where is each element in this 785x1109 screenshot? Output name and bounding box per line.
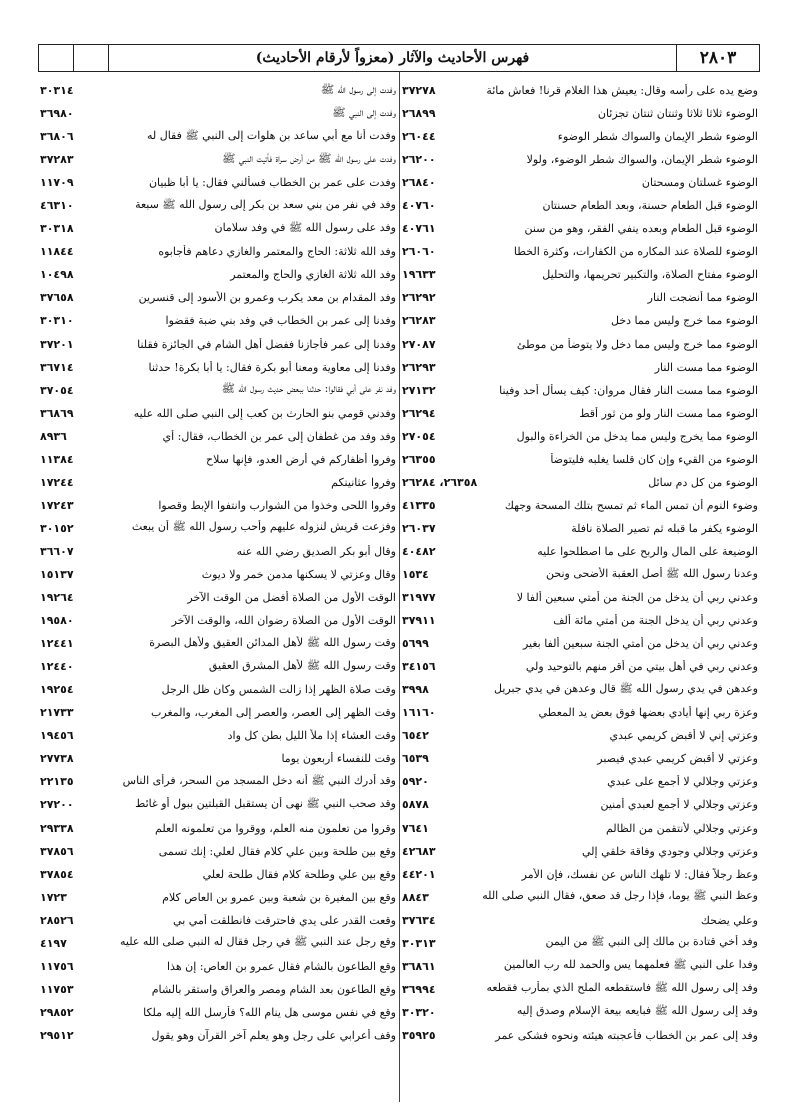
index-entry — [402, 1024, 758, 1047]
entry-number: ١٧٢٣ — [40, 890, 67, 904]
index-entry — [40, 793, 396, 816]
entry-text: وفروا اللحى وخذوا من الشوارب وانتفوا الإبط وقصوا — [158, 498, 396, 512]
index-entry — [40, 840, 396, 863]
entry-number: ١١٧٥٣ — [40, 982, 74, 996]
entry-text: وقد صحب النبي ﷺ نهى أن يستقبل القبلتين ببول أو غائط — [135, 796, 396, 810]
entry-text: وفدت على عمر بن الخطاب فسألني فقال: يا أبا ظبيان — [148, 176, 396, 190]
index-entry — [402, 932, 758, 955]
index-entry — [402, 817, 758, 840]
entry-number: ٢٦٠٤٤ — [402, 130, 436, 144]
entry-number: ٨٨٤٣ — [402, 890, 429, 904]
entry-text: وقال وعزتي لا يسكنها مدمن خمر ولا ديوث — [201, 568, 396, 581]
entry-number: ٣٦٩٩٤ — [402, 982, 436, 996]
index-entry — [40, 724, 396, 747]
entry-text: وفد نفر على أبي فقالوا: حدثنا ببعض حديث رسول الله ﷺ — [221, 382, 396, 396]
index-entry — [402, 609, 758, 632]
index-entry — [40, 79, 396, 102]
index-entry — [402, 793, 758, 816]
index-entry — [402, 909, 758, 932]
entry-text: الوضوء مما مست النار ولو من ثور أقط — [579, 406, 758, 420]
entry-number: ٢٦٨٤٠ — [402, 176, 436, 190]
entry-text: الوضوء قبل الطعام حسنة، وبعد الطعام حسنتان — [542, 199, 758, 213]
entry-text: وعلي يضحك — [700, 913, 758, 927]
index-entry — [40, 286, 396, 309]
index-entry — [402, 125, 758, 148]
entry-text: وفدنا إلى عمر فأجازنا ففضل أهل الشام في الجائزة فقلنا — [137, 337, 396, 351]
entry-number: ٣٠٣١٠ — [40, 314, 74, 328]
entry-text: وفد إلى رسول الله ﷺ فاستقطعه الملح الذي بمأرب فقطعه — [486, 981, 758, 995]
index-entry — [40, 309, 396, 332]
index-entry — [40, 333, 396, 356]
entry-number: ٣٧٨٥٤ — [40, 867, 74, 881]
entry-text: وفد على رسول الله ﷺ في وفد سلامان — [214, 220, 396, 234]
entry-text: وعزة ربي إنها أيادي بعضها فوق بعض يد المعطي — [538, 706, 758, 720]
entry-text: وفد وفد من غطفان إلى عمر بن الخطاب، فقال: أي — [162, 429, 396, 443]
entry-number: ٨٩٣٦ — [40, 429, 67, 443]
entry-text: وقال أبو بكر الصديق رضي الله عنه — [236, 544, 396, 558]
entry-number: ١٩٥٨٠ — [40, 614, 74, 628]
entry-text: وفدنا إلى عمر بن الخطاب في وفد بني ضبة فقضوا — [165, 314, 396, 328]
index-entry — [402, 356, 758, 379]
entry-text: وقع في نفس موسى هل ينام الله؟ فأرسل الله إليه ملكا — [143, 1005, 396, 1019]
entry-number: ٢٦٣٥٥ — [402, 452, 436, 466]
index-entry — [40, 701, 396, 724]
entry-text: وفد في نفر من بني سعد بن بكر إلى رسول الله ﷺ سبعة — [135, 197, 396, 211]
entry-number: ٥٨٧٨ — [402, 798, 429, 812]
entry-number: ٢٦٢٩٣ — [402, 360, 436, 374]
index-entry — [40, 747, 396, 770]
entry-text: الوضوء غسلتان ومسحتان — [641, 176, 758, 190]
right-column — [402, 79, 758, 1047]
index-entry — [402, 402, 758, 425]
entry-number: ٤٠٧٦١ — [402, 222, 436, 236]
entry-number: ٦٥٣٩ — [402, 752, 429, 766]
entry-text: وفد الله ثلاثة الغازي والحاج والمعتمر — [230, 268, 396, 282]
page-number: ٢٨٠٣ — [676, 45, 759, 71]
index-entry — [402, 471, 758, 494]
entry-text: وقت رسول الله ﷺ لأهل المدائن العقيق ولأهل البصرة — [149, 635, 396, 649]
index-entry — [40, 655, 396, 678]
entry-text: وعظ النبي ﷺ يوما، فإذا رجل قد صعق، فقال النبي صلى الله — [482, 889, 758, 903]
header-blank-cell — [39, 45, 73, 71]
index-entry — [402, 678, 758, 701]
entry-text: وقع رجل عند النبي ﷺ في رجل فقال له النبي صلى الله عليه — [119, 935, 396, 949]
entry-text: وعدهن في يدي رسول الله ﷺ قال وعدهن في يدي جبريل — [494, 681, 758, 695]
entry-number: ٢٩٨٥٢ — [40, 1005, 74, 1019]
entry-number: ٢٦٣٥٨، ٢٦٢٨٤ — [402, 475, 478, 489]
entry-number: ٢١٧٣٣ — [40, 706, 74, 720]
index-entry — [402, 171, 758, 194]
index-entry — [402, 333, 758, 356]
entry-number: ٣٩٩٨ — [402, 683, 429, 697]
index-entry — [40, 632, 396, 655]
entry-text: الوضوء من القيء وإن كان قلسا يغلبه فليتوضأ — [550, 452, 758, 466]
index-entry — [402, 517, 758, 540]
entry-number: ٢٦٢٩٢ — [402, 291, 436, 305]
entry-text: الوقت الأول من الصلاة أفضل من الوقت الآخر — [187, 591, 396, 605]
entry-text: وعزتي إني لا أقبض كريمي عبدي — [609, 729, 758, 743]
entry-number: ٤٤٢٠١ — [402, 867, 436, 881]
index-entry — [40, 886, 396, 909]
entry-number: ٢٦٨٩٩ — [402, 107, 436, 121]
entry-number: ٣٦٨٦١ — [402, 959, 436, 973]
entry-number: ٣٦٦٠٧ — [40, 544, 74, 558]
index-entry — [40, 1024, 396, 1047]
entry-text: وعدنا رسول الله ﷺ أصل العقبة الأضحى ونحن — [546, 566, 758, 580]
entry-text: الوضوء يكفر ما قبله ثم تصير الصلاة نافلة — [571, 521, 758, 535]
entry-text: وقد أدرك النبي ﷺ أنه دخل المسجد من السحر، فرأى الناس — [122, 773, 396, 787]
index-entry — [40, 125, 396, 148]
index-entry — [40, 471, 396, 494]
entry-text: وعزتي وجلالي لا أجمع لعبدي أمنين — [600, 798, 758, 812]
index-entry — [402, 1001, 758, 1024]
entry-text: وعدني ربي أن يدخل الجنة من أمتي مائة ألف — [553, 614, 758, 628]
header-blank-cell — [73, 45, 108, 71]
entry-text: وقت العشاء إذا ملأ الليل بطن كل واد — [227, 729, 396, 743]
entry-number: ١٧٢٤٤ — [40, 475, 74, 489]
entry-number: ١٥١٣٧ — [40, 568, 74, 581]
index-entry — [40, 770, 396, 793]
index-entry — [40, 817, 396, 840]
index-entry — [402, 840, 758, 863]
entry-number: ٣٥٩٢٥ — [402, 1028, 436, 1042]
entry-number: ٧٦٤١ — [402, 821, 429, 835]
entry-number: ٣٠٣٢٠ — [402, 1005, 436, 1019]
index-entry — [402, 194, 758, 217]
entry-text: وفدت إلى رسول الله ﷺ — [320, 82, 396, 96]
entry-text: وفد إلى عمر بن الخطاب فأعجبته هيئته ونحوه فشكى عمر — [495, 1028, 758, 1042]
entry-text: الوضوء مما خرج وليس مما دخل ولا يتوضأ من موطئ — [516, 337, 758, 351]
index-entry — [402, 379, 758, 402]
entry-text: وفزعت قريش لنزوله عليهم وأحب رسول الله ﷺ أن يبعث — [131, 520, 396, 534]
entry-number: ٢٦٠٦٠ — [402, 245, 436, 259]
index-entry — [402, 309, 758, 332]
entry-text: الوضوء مما أنضجت النار — [647, 291, 758, 305]
entry-number: ٢٦٢٠٠ — [402, 153, 436, 167]
entry-text: وفروا أظفاركم في أرض العدو، فإنها سلاح — [205, 452, 396, 466]
entry-number: ٤١٩٧ — [40, 936, 67, 950]
entry-text: وعدني ربي أن يدخل من الجنة من أمتي سبعين ألفا لا — [516, 591, 758, 605]
entry-number: ٣٧٨٥٦ — [40, 844, 74, 858]
entry-number: ١٧٢٤٣ — [40, 498, 74, 512]
index-entry — [40, 379, 396, 402]
entry-number: ٣٦٨٦٩ — [40, 406, 74, 420]
entry-text: وفد الله ثلاثة: الحاج والمعتمر والغازي دعاهم فأجابوه — [158, 245, 396, 259]
entry-text: وعدني ربي في أهل بيتي من أقر منهم بالتوحيد ولي — [525, 660, 758, 674]
entry-text: وفدت إلى النبي ﷺ — [332, 105, 396, 119]
index-entry — [40, 448, 396, 471]
index-entry — [402, 586, 758, 609]
entry-text: وفدت على رسول الله ﷺ من أرض سراة فأتيت النبي ﷺ — [222, 151, 396, 165]
entry-number: ٤١٣٣٥ — [402, 498, 436, 512]
entry-number: ٢٦٠٣٧ — [402, 521, 436, 535]
entry-number: ٢٧٠٨٧ — [402, 337, 436, 351]
entry-number: ٤٠٧٦٠ — [402, 199, 436, 213]
entry-text: الوضوء شطر الإيمان، والسواك شطر الوضوء، ولولا — [526, 153, 758, 167]
entry-number: ٣٧٦٣٤ — [402, 913, 436, 927]
entry-number: ٣٦٧١٤ — [40, 360, 74, 374]
entry-text: الوضوء مما مست النار فقال مروان: كيف يسأل أحد وفينا — [499, 383, 758, 397]
index-entry — [402, 747, 758, 770]
entry-number: ٢٧٧٣٨ — [40, 752, 74, 766]
index-entry — [40, 171, 396, 194]
index-entry — [40, 978, 396, 1001]
entry-number: ١٩٢٦٤ — [40, 591, 74, 605]
entry-number: ١١٨٤٤ — [40, 245, 74, 259]
entry-number: ١٩٦٣٣ — [402, 268, 436, 282]
index-entry — [40, 425, 396, 448]
page-header — [38, 44, 760, 72]
index-entry — [402, 217, 758, 240]
entry-text: وفد المقدام بن معد يكرب وعمرو بن الأسود إلى قنسرين — [138, 291, 396, 305]
entry-text: وفد أخي قتادة بن مالك إلى النبي ﷺ من اليمن — [545, 935, 758, 949]
index-entry — [402, 955, 758, 978]
entry-text: وفدت أنا مع أبي ساعد بن هلوات إلى النبي ﷺ فقال له — [146, 128, 396, 142]
entry-number: ٥٦٩٩ — [402, 637, 429, 651]
entry-text: الوضوء من كل دم سائل — [648, 475, 758, 489]
entry-number: ٣٠١٥٢ — [40, 521, 74, 535]
entry-text: وقت صلاة الظهر إذا زالت الشمس وكان ظل الرجل — [161, 683, 396, 697]
index-entry — [402, 448, 758, 471]
index-entry — [402, 886, 758, 909]
index-entry — [40, 955, 396, 978]
entry-text: وعدني ربي أن يدخل من أمتي الجنة سبعين ألفا بغير — [522, 637, 758, 651]
index-entry — [402, 425, 758, 448]
entry-number: ٣٧٠٥٤ — [40, 383, 74, 397]
entry-text: الوضوء قبل الطعام وبعده ينفي الفقر، وهو من سنن — [524, 222, 758, 236]
entry-text: وعزتي وجلالي لا أجمع على عبدي — [607, 775, 758, 789]
index-entry — [40, 102, 396, 125]
index-entry — [40, 678, 396, 701]
entry-number: ٣٧٩١١ — [402, 614, 436, 628]
entry-text: وفد إلى رسول الله ﷺ فبايعه بيعة الإسلام وصدق إليه — [516, 1004, 758, 1018]
index-entry — [402, 102, 758, 125]
entry-number: ٣٦٩٨٠ — [40, 107, 74, 121]
entry-text: وعزتي وجلالي وجودي وفاقة خلقي إلي — [582, 844, 758, 858]
index-entry — [40, 517, 396, 540]
index-entry — [402, 863, 758, 886]
index-entry — [40, 609, 396, 632]
entry-text: وقروا من تعلمون منه العلم، ووقروا من تعلمونه العلم — [155, 821, 396, 835]
entry-text: وقت الظهر إلى العصر، والعصر إلى المغرب، والمغرب — [151, 706, 396, 720]
index-entry — [40, 863, 396, 886]
entry-text: وقت رسول الله ﷺ لأهل المشرق العقيق — [208, 658, 396, 672]
index-entry — [402, 655, 758, 678]
entry-number: ٢٢١٣٥ — [40, 775, 74, 789]
index-entry — [402, 286, 758, 309]
entry-text: وفروا عثانينكم — [331, 475, 396, 489]
entry-text: وقع الطاعون بعد الشام ومصر والعراق واستقر بالشام — [151, 982, 396, 996]
index-entry — [40, 148, 396, 171]
entry-number: ٥٩٢٠ — [402, 775, 429, 789]
entry-number: ٣١٩٧٧ — [402, 591, 436, 605]
entry-number: ٢٧٠٥٤ — [402, 429, 436, 443]
entry-text: الوضوء ثلاثا ثلاثا وثنتان ثنتان تجزئان — [597, 107, 758, 121]
index-entry — [40, 540, 396, 563]
entry-number: ٤٢٦٨٣ — [402, 844, 436, 858]
entry-number: ٢٦٢٩٤ — [402, 406, 436, 420]
index-entry — [40, 932, 396, 955]
index-entry — [402, 540, 758, 563]
entry-number: ٢٩٥١٢ — [40, 1028, 74, 1042]
page-title: فهرس الأحاديث والآثار (معزواً لأرقام الأحاديث) — [108, 45, 676, 71]
entry-text: وفدا على النبي ﷺ فعلمهما يس والحمد لله رب العالمين — [503, 958, 758, 972]
index-entry — [40, 356, 396, 379]
index-entry — [402, 770, 758, 793]
entry-number: ٣٠٣١٣ — [402, 936, 436, 950]
entry-number: ٣٧٦٥٨ — [40, 291, 74, 305]
entry-text: الوضوء مما خرج وليس مما دخل — [611, 314, 758, 328]
entry-number: ١١٣٨٤ — [40, 452, 74, 466]
index-entry — [402, 494, 758, 517]
index-entry — [402, 79, 758, 102]
index-entry — [40, 402, 396, 425]
left-column — [40, 79, 396, 1047]
entry-text: الوقت الأول من الصلاة رضوان الله، والوقت الآخر — [171, 614, 396, 628]
entry-number: ٤٠٤٨٢ — [402, 544, 436, 558]
entry-number: ٢٨٥٢٦ — [40, 913, 74, 927]
index-entry — [402, 563, 758, 586]
index-entry — [40, 586, 396, 609]
entry-number: ٣٧٢٠١ — [40, 337, 74, 351]
index-entry — [402, 701, 758, 724]
entry-number: ٢٧٢٠٠ — [40, 798, 74, 812]
entry-number: ٣٠٣١٨ — [40, 222, 74, 236]
entry-text: الوضوء شطر الإيمان والسواك شطر الوضوء — [557, 130, 758, 144]
entry-number: ٣٠٣١٤ — [40, 84, 74, 98]
entry-text: الوضيعة على المال والربح على ما اصطلحوا عليه — [537, 544, 758, 558]
entry-number: ٣٧٢٧٨ — [402, 84, 436, 98]
entry-text: وقف أعرابي على رجل وهو يعلم آخر القرآن وهو يقول — [151, 1028, 396, 1042]
entry-number: ١٢٤٤١ — [40, 637, 74, 651]
entry-number: ٣٦٨٠٦ — [40, 130, 74, 144]
entry-number: ٦٥٤٢ — [402, 729, 429, 743]
entry-text: وقع بين طلحة وبين علي كلام فقال لعلي: إنك تسمى — [158, 844, 396, 858]
index-entry — [40, 909, 396, 932]
entry-text: وقعت القدر على يدي فاحترقت فانطلقت أمي بي — [173, 913, 396, 927]
entry-number: ٣٧٢٨٣ — [40, 153, 74, 167]
entry-text: الوضوء مما مست النار — [654, 360, 758, 374]
entry-number: ١٩٤٥٦ — [40, 729, 74, 743]
entry-text: الوضوء مفتاح الصلاة، والتكبير تحريمها، والتحليل — [542, 268, 758, 282]
entry-number: ٤٦٣١٠ — [40, 199, 74, 213]
entry-number: ١٥٣٤ — [402, 568, 429, 581]
index-entry — [402, 263, 758, 286]
entry-text: وضع يده على رأسه وقال: يعيش هذا الغلام قرنا! فعاش مائة — [486, 84, 758, 98]
entry-number: ١١٧٠٩ — [40, 176, 74, 190]
index-entry — [40, 194, 396, 217]
entry-number: ٢٩٣٣٨ — [40, 821, 74, 835]
entry-number: ١٦١٦٠ — [402, 706, 436, 720]
entry-number: ١٠٤٩٨ — [40, 268, 74, 282]
entry-text: وعظ رجلاً فقال: لا تلهك الناس عن نفسك، فإن الأمر — [521, 867, 758, 881]
entry-text: وقت للنفساء أربعون يوما — [281, 752, 396, 766]
index-entry — [40, 1001, 396, 1024]
index-entry — [40, 240, 396, 263]
entry-text: وعزتي وجلالي لأنتقمن من الظالم — [605, 821, 758, 835]
entry-number: ٢٧١٣٢ — [402, 383, 436, 397]
entry-text: الوضوء للصلاة عند المكاره من الكفارات، وكثرة الخطا — [513, 245, 758, 259]
index-entry — [40, 263, 396, 286]
entry-text: وضوء النوم أن تمس الماء ثم تمسح بتلك المسحة وجهك — [504, 498, 758, 512]
index-entry — [402, 724, 758, 747]
entry-number: ٢٦٢٨٣ — [402, 314, 436, 328]
index-entry — [40, 494, 396, 517]
index-entry — [402, 148, 758, 171]
entry-text: وفدنا إلى معاوية ومعنا أبو بكرة فقال: يا أبا بكرة! حدثنا — [148, 360, 396, 374]
index-entry — [402, 978, 758, 1001]
index-entry — [402, 240, 758, 263]
index-entry — [40, 217, 396, 240]
entry-number: ١٩٢٥٤ — [40, 683, 74, 697]
index-entry — [402, 632, 758, 655]
entry-text: وقع الطاعون بالشام فقال عمرو بن العاص: إن هذا — [167, 959, 396, 973]
entry-text: وقع بين المغيرة بن شعبة وبين عمرو بن العاص كلام — [162, 890, 396, 904]
entry-number: ١١٧٥٦ — [40, 959, 74, 973]
entry-text: وفدني قومي بنو الحارث بن كعب إلى النبي صلى الله عليه — [133, 406, 396, 420]
entry-number: ١٢٤٤٠ — [40, 660, 74, 674]
entry-number: ٣٤١٥٦ — [402, 660, 436, 674]
entry-text: وقع بين علي وطلحة كلام فقال طلحة لعلي — [202, 867, 396, 881]
column-divider — [399, 72, 400, 1102]
index-entry — [40, 563, 396, 586]
entry-text: وعزتي لا أقبض كريمي عبدي فيصبر — [597, 752, 758, 766]
entry-text: الوضوء مما يخرج وليس مما يدخل من الخراءة والبول — [516, 429, 758, 443]
